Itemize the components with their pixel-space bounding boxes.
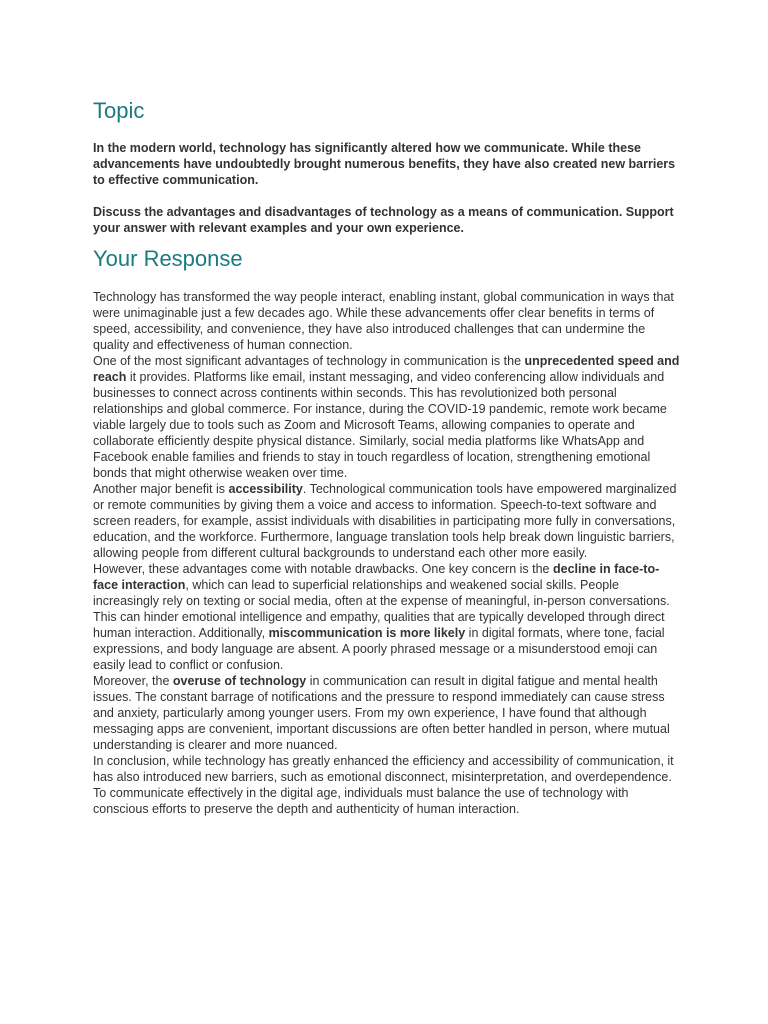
key-phrase-speed: unprecedented speed and reach [93, 353, 680, 384]
paragraph-text: However, these advantages come with notable drawbacks. One key concern is the [93, 561, 553, 576]
response-paragraph-intro: Technology has transformed the way people interact, enabling instant, global communication in ways that were unimaginable just a few decades ago. While these advancements offer clear benefits in terms of speed, accessibility, and convenience, they have also introduced challenges that can undermine the quality and effectiveness of human connection. [93, 289, 674, 352]
paragraph-text: in communication can result in digital fatigue and mental health issues. The constant barrage of notifications and the pressure to respond immediately can cause stress and anxiety, particularly among younger users. From my own experience, I have found that although messaging apps are convenient, important discussions are often better handled in person, where mutual understanding is clearer and more nuanced. [93, 673, 670, 752]
topic-heading: Topic [93, 98, 145, 123]
topic-prompt-intro: In the modern world, technology has significantly altered how we communicate. While these advancements have undoubtedly brought numerous benefits, they have also created new barriers to effective communication. [93, 141, 676, 188]
response-paragraph-drawbacks [93, 561, 683, 673]
paragraph-text: Moreover, the [93, 673, 173, 688]
key-phrase-face-to-face: decline in face-to-face interaction [93, 561, 660, 592]
paragraph-text: it provides. Platforms like email, instant messaging, and video conferencing allow individuals and businesses to connect across continents within seconds. This has revolutionized both personal relationships and global commerce. For instance, during the COVID-19 pandemic, remote work became viable largely due to tools such as Zoom and Microsoft Teams, allowing companies to operate and collaborate efficiently despite physical distance. Similarly, social media platforms like WhatsApp and Facebook enable families and friends to stay in touch regardless of location, strengthening emotional bonds that might otherwise weaken over time. [93, 369, 667, 480]
key-phrase-overuse: overuse of technology [172, 673, 307, 688]
key-phrase-miscommunication: miscommunication is more likely [268, 625, 466, 640]
topic-prompt-question: Discuss the advantages and disadvantages of technology as a means of communication. Support your answer with relevant examples and your own experience. [93, 205, 674, 236]
response-paragraph-overuse [93, 673, 683, 753]
paragraph-text: Another major benefit is [93, 481, 229, 496]
paragraph-text: in digital formats, where tone, facial expressions, and body language are absent. A poorly phrased message or a misunderstood emoji can easily lead to conflict or confusion. [93, 625, 665, 672]
paragraph-text: One of the most significant advantages of technology in communication is the [93, 353, 525, 368]
response-body [93, 289, 683, 817]
response-heading: Your Response [93, 246, 243, 272]
response-paragraph-accessibility [93, 481, 683, 561]
paragraph-text: , which can lead to superficial relationships and weakened social skills. People increasingly rely on texting or social media, often at the expense of meaningful, in-person conversations. This can hinder emotional intelligence and empathy, qualities that are typically developed through direct human interaction. Additionally, [93, 577, 670, 640]
paragraph-text: . Technological communication tools have empowered marginalized or remote communities by giving them a voice and access to information. Speech-to-text software and screen readers, for example, assist individuals with disabilities in participating more fully in conversations, education, and the workforce. Furthermore, language translation tools help break down linguistic barriers, allowing people from different cultural backgrounds to understand each other more easily. [93, 481, 677, 560]
key-phrase-accessibility: accessibility [228, 481, 303, 496]
essay-page [93, 98, 683, 817]
response-paragraph-speed [93, 353, 683, 481]
response-paragraph-conclusion: In conclusion, while technology has greatly enhanced the efficiency and accessibility of communication, it has also introduced new barriers, such as emotional disconnect, misinterpretation, and overdependence. To communicate effectively in the digital age, individuals must balance the use of technology with conscious efforts to preserve the depth and authenticity of human interaction. [93, 753, 674, 816]
